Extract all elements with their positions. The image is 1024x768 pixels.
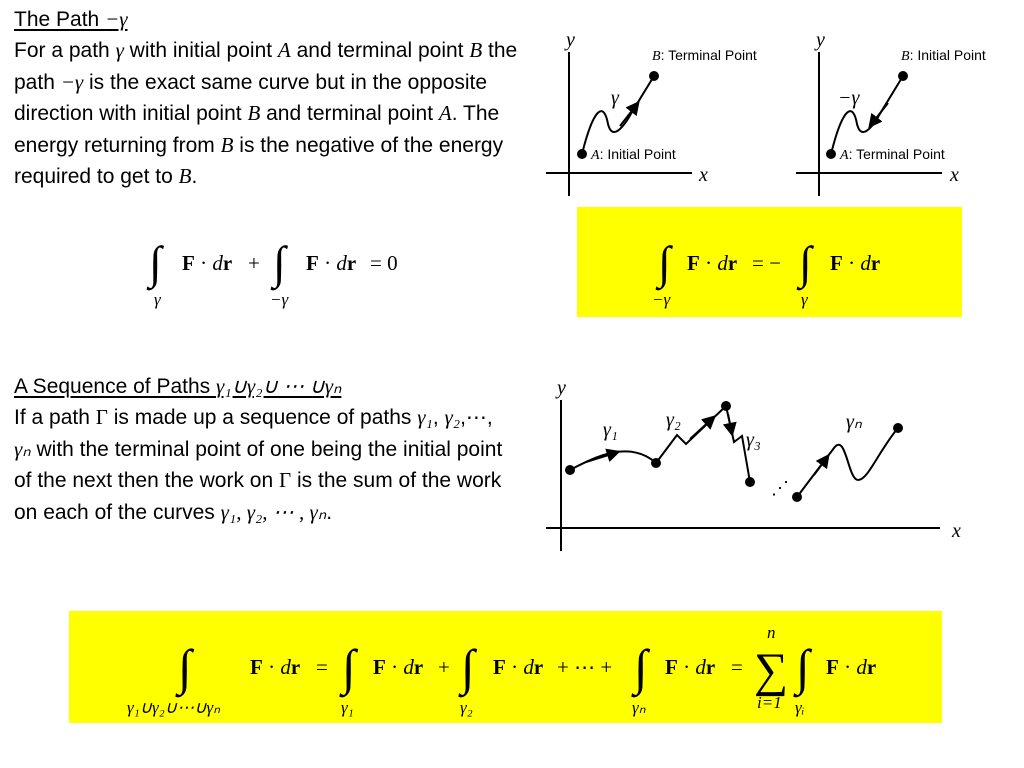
diagram3-point-3: [721, 401, 731, 411]
eq3-sigma: ∑: [754, 644, 789, 697]
diagram1-y-label: y: [566, 29, 575, 51]
section1-title-text: The Path: [14, 8, 106, 31]
eq3-eq-1: =: [316, 655, 328, 679]
section1-para-seg: γ: [115, 38, 124, 62]
section1-para-seg: B: [178, 164, 192, 188]
eq3-plus-dots-plus: + ⋯ +: [557, 655, 613, 679]
diagram2-end-label: B: Initial Point: [901, 47, 986, 64]
section1-para-seg: and terminal point: [260, 102, 439, 125]
diagram1-end-point: [649, 71, 659, 81]
section2-para-seg: If a path: [14, 406, 96, 429]
eq1-term-2: F · dr: [306, 251, 357, 275]
section2-para-seg: is the sum of the work on each of the curves: [14, 469, 502, 524]
eq3-sum-top: n: [767, 623, 776, 642]
section1-para-seg: is the negative of the energy required to get to: [14, 133, 504, 188]
diagram3-point-1: [565, 465, 575, 475]
diagram2-direction-arrow: [870, 103, 888, 126]
section2-title-text: A Sequence of Paths: [14, 375, 216, 398]
eq3-term-1: F · dr: [373, 655, 424, 679]
eq1-equals-zero: = 0: [370, 251, 398, 275]
eq2-lim-1: −γ: [652, 290, 671, 309]
diagram3-arrow-g3: [728, 414, 732, 434]
section2-para-seg: Γ: [95, 405, 108, 429]
diagram3-point-2: [651, 458, 661, 468]
diagram1-end-label: B: Terminal Point: [652, 47, 757, 64]
diagram3-point-6: [893, 423, 903, 433]
equation-sequence-sum: [127, 623, 876, 717]
equation-reversal: [652, 237, 880, 309]
section1-para-seg: . The energy returning from: [14, 102, 500, 157]
eq3-lim-2: γ₂: [460, 698, 473, 717]
diagram3-point-5: [792, 492, 802, 502]
diagram2-y-label: y: [816, 29, 825, 51]
section1-para-seg: and terminal point: [290, 39, 470, 62]
eq2-integral-2: ∫: [799, 237, 812, 288]
diagram2-start-label: A: Terminal Point: [840, 146, 945, 163]
equation-path-sum-zero: [146, 237, 398, 309]
eq1-integral-2: ∫: [273, 237, 286, 288]
section1-para-seg: −γ: [60, 69, 84, 94]
eq2-lim-2: γ: [801, 290, 808, 309]
diagram2-end-point: [898, 71, 908, 81]
diagram2-x-label: x: [950, 164, 959, 186]
eq3-integral-0: ∫: [178, 639, 192, 695]
eq1-lim-2: −γ: [270, 290, 289, 309]
eq3-lim-n: γₙ: [632, 698, 646, 717]
section2-para-seg: γ₁: [417, 405, 433, 429]
eq3-plus: +: [438, 655, 450, 679]
eq3-integral-2: ∫: [461, 639, 475, 695]
eq1-integral-1: ∫: [149, 237, 162, 288]
section1-para-seg: For a path: [14, 39, 116, 62]
eq3-integral-1: ∫: [342, 639, 356, 695]
eq3-term-2: F · dr: [493, 655, 544, 679]
eq2-equals: = −: [752, 251, 781, 275]
section2-para-seg: γ₁, γ₂, ⋯ , γₙ: [220, 499, 327, 524]
section2-title-math: γ₁∪γ₂∪ ⋯ ∪γₙ: [215, 374, 342, 398]
eq3-term-0: F · dr: [250, 655, 301, 679]
eq3-term-i: F · dr: [826, 655, 877, 679]
section2-para-seg: ,: [432, 406, 445, 429]
eq3-lim-i: γᵢ: [795, 698, 805, 717]
diagram3: [546, 377, 961, 551]
section2-para-seg: ,⋯,: [460, 406, 493, 429]
eq1-term-1: F · dr: [182, 251, 233, 275]
eq3-lim-1: γ₁: [341, 698, 354, 717]
eq3-integral-i: ∫: [796, 639, 810, 695]
diagram3-label-gn: γₙ: [846, 411, 862, 433]
diagram3-label-g1: γ₁: [603, 419, 618, 441]
section1-para-seg: the path: [14, 39, 518, 94]
diagram1-start-point: [577, 149, 587, 159]
diagram3-arrow-g1: [586, 452, 618, 462]
eq1-lim-1: γ: [154, 290, 161, 309]
eq1-plus: +: [248, 251, 260, 275]
diagram3-label-g2: γ₂: [666, 409, 681, 431]
section1-para-seg: B: [220, 132, 234, 157]
section2-para-seg: Γ: [279, 468, 292, 492]
eq2-rhs: F · dr: [830, 251, 881, 275]
diagram3-x-label: x: [952, 520, 961, 542]
diagram1: [546, 29, 757, 196]
diagram3-arrow-g2: [690, 417, 714, 439]
diagram3-arrow-gn: [814, 456, 828, 475]
section2-para-seg: with the terminal point of one being the initial point of the next then the work on: [14, 437, 503, 492]
diagram3-curve-gn: [797, 428, 898, 497]
section1-para-seg: B: [469, 38, 483, 62]
section2-para-seg: γ₂: [444, 405, 461, 429]
eq2-lhs: F · dr: [687, 251, 738, 275]
eq3-term-n: F · dr: [665, 655, 716, 679]
section1-para-seg: with initial point: [123, 39, 278, 62]
section1-para-seg: A: [438, 101, 452, 125]
section2-para-seg: .: [326, 500, 333, 524]
diagram3-y-label: y: [557, 377, 566, 399]
section2-para-seg: is made up a sequence of paths: [107, 406, 418, 429]
diagram1-direction-arrow: [620, 103, 638, 126]
eq3-lim-0: γ₁∪γ₂∪⋯∪γₙ: [127, 698, 221, 717]
diagram1-curve-label: γ: [611, 87, 619, 109]
diagram3-ellipsis: ⋰: [771, 478, 789, 498]
eq3-sum-bottom: i=1: [757, 693, 782, 712]
diagram3-label-g3: γ₃: [746, 429, 761, 451]
diagram1-x-label: x: [699, 164, 708, 186]
eq3-integral-n: ∫: [634, 639, 648, 695]
section1-para-seg: A: [277, 38, 291, 62]
eq3-eq-2: =: [731, 655, 743, 679]
diagram2-start-point: [826, 149, 836, 159]
section1-para-seg: .: [191, 165, 198, 188]
eq2-integral-1: ∫: [658, 237, 671, 288]
diagram2: [796, 29, 986, 196]
section1-title-math: −γ: [105, 7, 128, 31]
diagram2-curve-label: −γ: [838, 87, 860, 109]
section2-para-seg: γₙ: [14, 436, 31, 461]
diagram3-point-4: [745, 477, 755, 487]
section1-para-seg: B: [247, 101, 261, 125]
diagram1-start-label: A: Initial Point: [591, 146, 676, 163]
section1-para-seg: is the exact same curve but in the opposite direction with initial point: [14, 70, 488, 125]
